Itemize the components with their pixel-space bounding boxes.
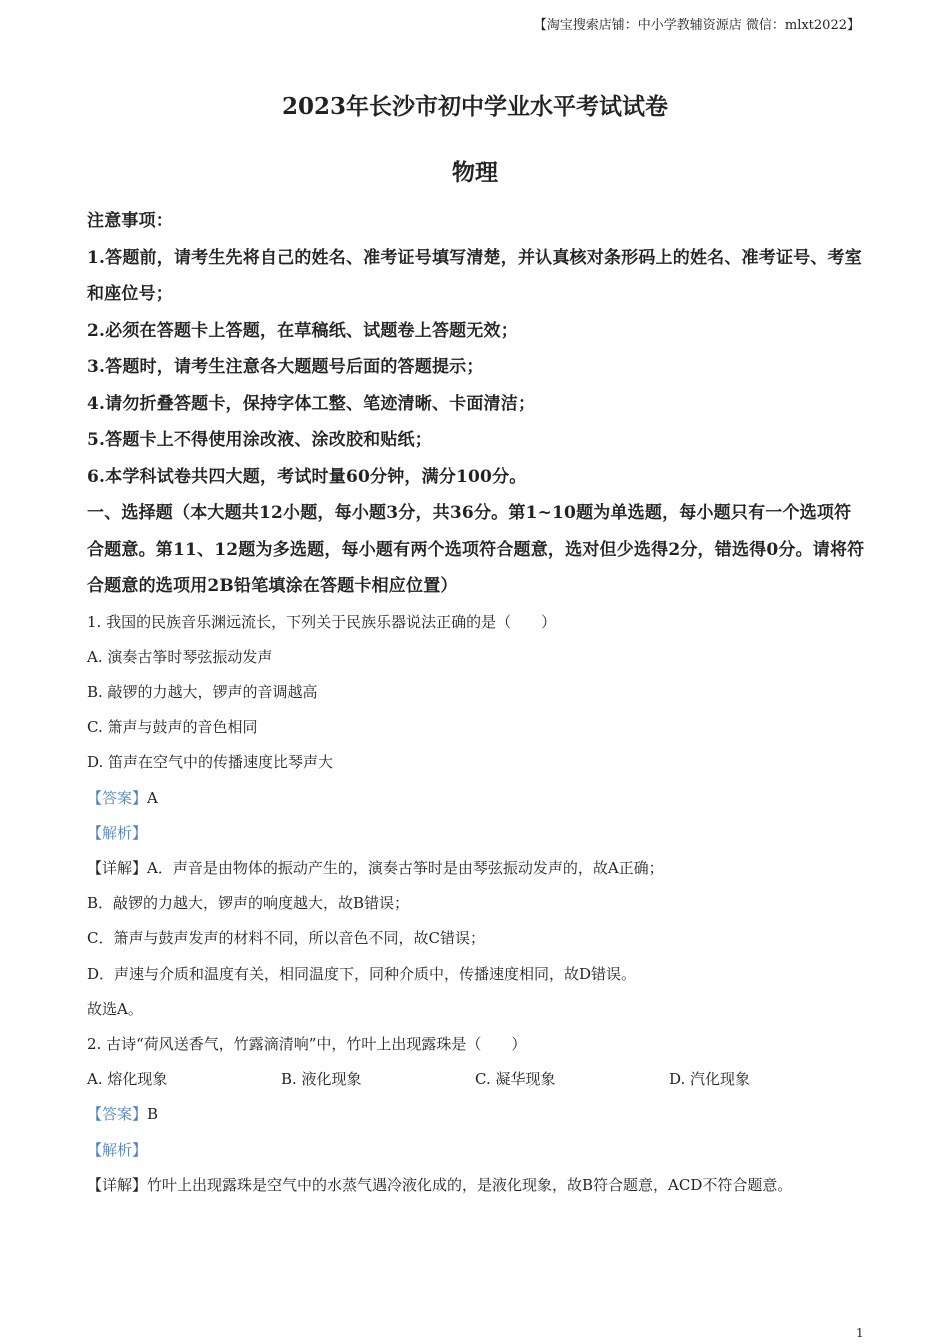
detail-label: 【详解】 [87, 1175, 148, 1194]
page-number: 1 [856, 1326, 864, 1340]
question-1-detail [87, 851, 867, 886]
question-1-detail-line: B．敲锣的力越大，锣声的响度越大，故B错误； [87, 894, 410, 913]
document-title: 2023年长沙市初中学业水平考试试卷 [281, 93, 668, 120]
answer-value: B [147, 1105, 159, 1124]
subject-title: 物理 [452, 159, 498, 186]
section-heading: 一、选择题（本大题共12小题，每小题3分，共36分。第1~10题为单选题，每小题只有一个选项符合题意。第11、12题为多选题，每小题有两个选项符合题意，选对但少选得2分，错选得0分。请将符合题意的选项用2B铅笔填涂在答题卡相应位置） [87, 503, 865, 596]
notice-item: 1.答题前，请考生先将自己的姓名、准考证号填写清楚，并认真核对条形码上的姓名、准考证号、考室和座位号； [87, 247, 862, 304]
question-1-option-a: A. 演奏古筝时琴弦振动发声 [87, 647, 273, 666]
notice-item: 6.本学科试卷共四大题，考试时量60分钟，满分100分。 [87, 466, 527, 487]
question-2-option-c: C. 凝华现象 [475, 1070, 556, 1089]
question-2-option-b: B. 液化现象 [281, 1070, 362, 1089]
question-2-options [87, 1062, 867, 1097]
question-1-detail-line: D．声速与介质和温度有关，相同温度下，同种介质中，传播速度相同，故D错误。 [87, 964, 637, 983]
question-1-conclusion: 故选A。 [87, 999, 143, 1018]
notice-heading: 注意事项： [87, 211, 173, 231]
document-body [87, 203, 867, 1203]
question-1-option-b: B. 敲锣的力越大，锣声的音调越高 [87, 682, 318, 701]
notice-item: 4.请勿折叠答题卡，保持字体工整、笔迹清晰、卡面清洁； [87, 393, 536, 414]
question-2-option-d: D. 汽化现象 [669, 1070, 751, 1089]
detail-label: 【详解】 [87, 858, 148, 877]
answer-label: 【答案】 [87, 1105, 148, 1124]
question-1-detail-line: C．箫声与鼓声发声的材料不同，所以音色不同，故C错误； [87, 929, 485, 948]
question-2-option-a: A. 熔化现象 [87, 1070, 168, 1089]
question-2-analysis-label: 【解析】 [87, 1140, 148, 1159]
question-2-detail [87, 1168, 867, 1203]
question-2-answer [87, 1097, 867, 1132]
detail-line: A．声音是由物体的振动产生的，演奏古筝时是由琴弦振动发声的，故A正确； [147, 858, 664, 877]
page-header: 【淘宝搜索店铺：中小学教辅资源店 微信：mlxt2022】 [533, 18, 860, 33]
question-2-stem: 2. 古诗“荷风送香气，竹露滴清响”中，竹叶上出现露珠是（ ） [87, 1034, 527, 1053]
answer-value: A [147, 788, 158, 807]
question-1-stem: 1. 我国的民族音乐渊远流长，下列关于民族乐器说法正确的是（ ） [87, 612, 557, 631]
notice-item: 2.必须在答题卡上答题，在草稿纸、试题卷上答题无效； [87, 320, 518, 341]
answer-label: 【答案】 [87, 788, 148, 807]
notice-item: 3.答题时，请考生注意各大题题号后面的答题提示； [87, 357, 484, 377]
notice-item: 5.答题卡上不得使用涂改液、涂改胶和贴纸； [87, 430, 432, 450]
question-1-answer [87, 781, 867, 816]
question-1-analysis-label: 【解析】 [87, 823, 148, 842]
question-1-option-d: D. 笛声在空气中的传播速度比琴声大 [87, 753, 334, 772]
question-1-option-c: C. 箫声与鼓声的音色相同 [87, 718, 258, 737]
detail-text: 竹叶上出现露珠是空气中的水蒸气遇冷液化成的，是液化现象，故B符合题意，ACD不符合题意。 [147, 1175, 793, 1194]
